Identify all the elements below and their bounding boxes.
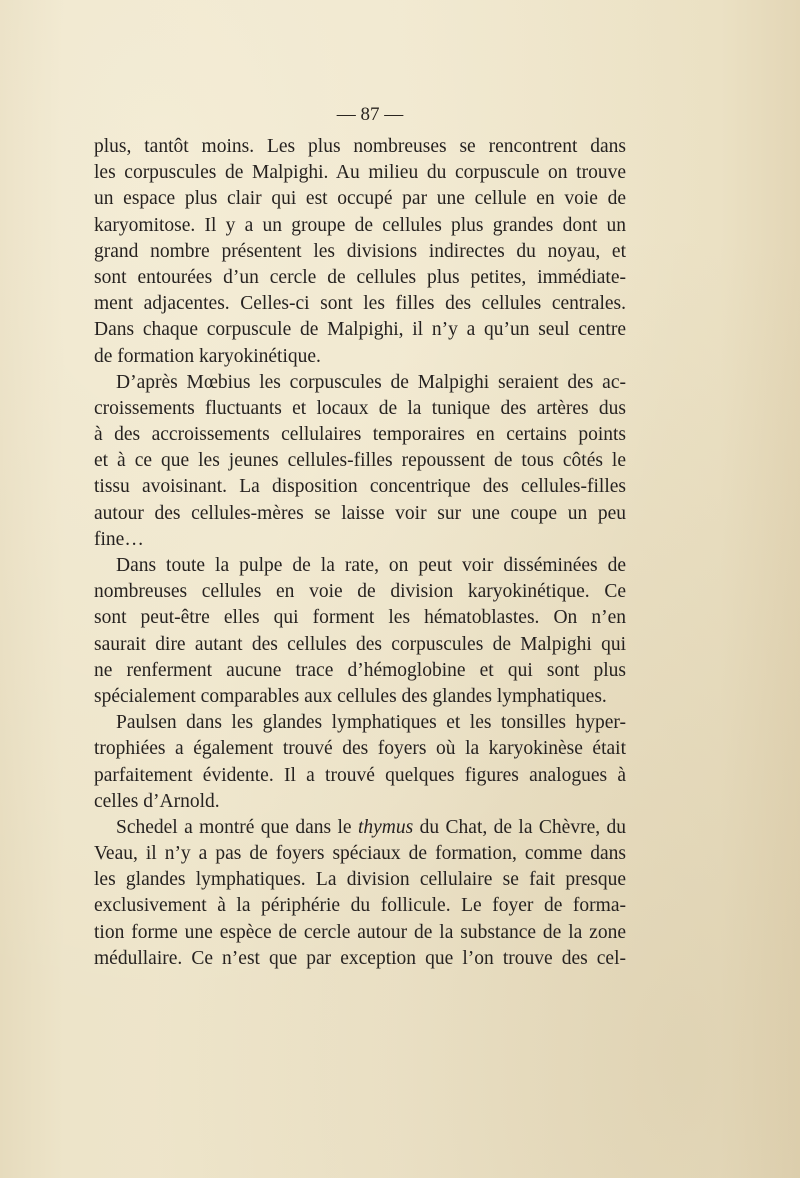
text-line: parfaitement évidente. Il a trouvé quelques figures analogues à <box>94 764 626 786</box>
text-line: Paulsen dans les glandes lymphatiques et les tonsilles hyper- <box>116 712 626 734</box>
text-line: trophiées a également trouvé des foyers où la karyokinèse était <box>94 738 626 760</box>
text-line: fine… <box>94 528 144 550</box>
text-fragment: du Chat, de la Chèvre, du <box>413 816 626 838</box>
text-line: tissu avoisinant. La disposition concentrique des cellules-filles <box>94 476 626 498</box>
italic-term: thymus <box>357 816 414 838</box>
text-line: les corpuscules de Malpighi. Au milieu du corpuscule on trouve <box>94 162 626 184</box>
text-line: sont entourées d’un cercle de cellules plus petites, immédiate- <box>94 266 626 288</box>
body-text <box>94 134 626 972</box>
text-line: exclusivement à la périphérie du follicule. Le foyer de forma- <box>94 895 626 917</box>
page-number: — 87 — <box>336 104 404 125</box>
text-line: de formation karyokinétique. <box>94 345 321 367</box>
text-line: tion forme une espèce de cercle autour de la substance de la zone <box>94 921 626 943</box>
text-line: à des accroissements cellulaires temporaires en certains points <box>94 424 626 446</box>
text-line: ne renferment aucune trace d’hémoglobine et qui sont plus <box>94 659 626 681</box>
text-line: sont peut-être elles qui forment les hématoblastes. On n’en <box>94 607 626 629</box>
text-line: Dans chaque corpuscule de Malpighi, il n’y a qu’un seul centre <box>94 319 626 341</box>
text-line: plus, tantôt moins. Les plus nombreuses se rencontrent dans <box>94 136 626 157</box>
text-line: les glandes lymphatiques. La division cellulaire se fait presque <box>94 869 626 891</box>
text-line <box>94 815 626 841</box>
text-line: autour des cellules-mères se laisse voir sur une coupe un peu <box>94 502 626 524</box>
text-line: grand nombre présentent les divisions indirectes du noyau, et <box>94 240 626 262</box>
text-line: croissements fluctuants et locaux de la tunique des artères dus <box>94 397 626 419</box>
text-line: un espace plus clair qui est occupé par une cellule en voie de <box>94 188 626 210</box>
text-line: Veau, il n’y a pas de foyers spéciaux de formation, comme dans <box>94 843 626 865</box>
text-line: D’après Mœbius les corpuscules de Malpighi seraient des ac- <box>116 371 626 393</box>
text-line: Dans toute la pulpe de la rate, on peut voir disséminées de <box>116 555 626 576</box>
text-line: médullaire. Ce n’est que par exception que l’on trouve des cel- <box>94 947 626 969</box>
text-line: celles d’Arnold. <box>94 790 220 812</box>
text-line: nombreuses cellules en voie de division karyokinétique. Ce <box>94 581 626 603</box>
text-fragment: Schedel a montré que dans le <box>116 816 358 838</box>
text-line: ment adjacentes. Celles-ci sont les filles des cellules centrales. <box>94 293 626 315</box>
text-line: karyomitose. Il y a un groupe de cellules plus grandes dont un <box>94 214 626 236</box>
text-line: saurait dire autant des cellules des corpuscules de Malpighi qui <box>94 633 626 655</box>
text-line: et à ce que les jeunes cellules-filles repoussent de tous côtés le <box>94 450 626 472</box>
text-line: spécialement comparables aux cellules des glandes lymphatiques. <box>94 685 607 707</box>
